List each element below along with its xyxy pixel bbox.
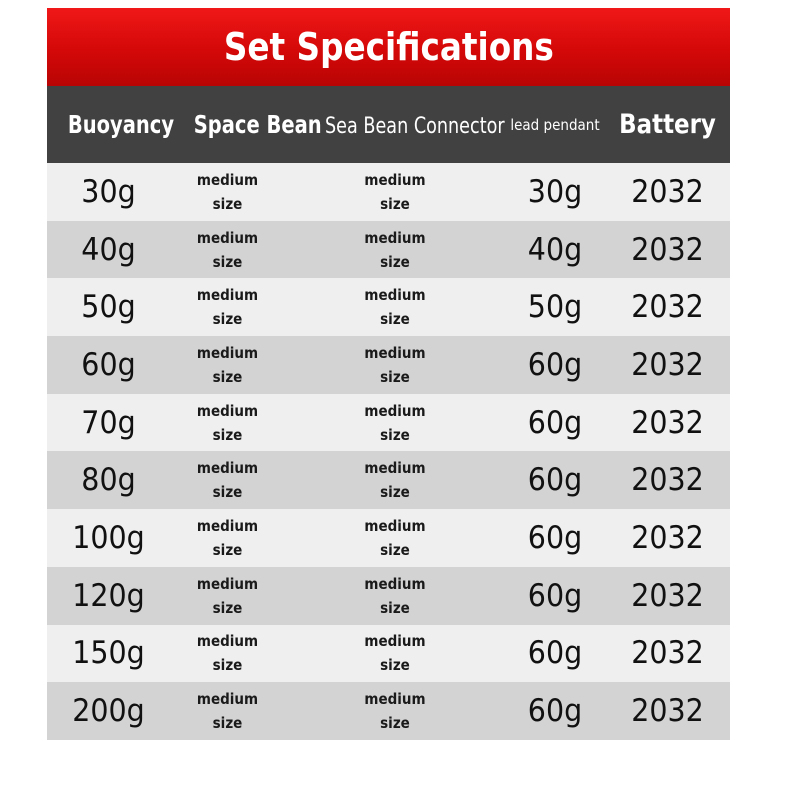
cell-connector: [296, 283, 494, 331]
table-row: [47, 221, 730, 279]
header-sea-bean-connector: Sea Bean Connector: [325, 114, 505, 139]
cell-connector: [296, 629, 494, 677]
cell-connector-line1: medium: [364, 632, 426, 651]
cell-lead-pendant: 30g: [527, 173, 583, 210]
cell-space-bean-line2: size: [212, 310, 243, 329]
cell-battery: 2032: [631, 693, 704, 730]
cell-lead-pendant: 60g: [527, 693, 583, 730]
cell-lead-pendant: 60g: [527, 462, 583, 499]
cell-battery: 2032: [631, 231, 704, 268]
cell-connector-line2: size: [380, 483, 410, 502]
cell-space-bean-line2: size: [212, 598, 243, 617]
cell-lead-pendant: 60g: [527, 404, 583, 441]
cell-connector-line2: size: [380, 367, 410, 386]
cell-connector-line1: medium: [364, 170, 426, 189]
cell-space-bean-line1: medium: [196, 632, 259, 651]
cell-space-bean-line2: size: [212, 425, 243, 444]
cell-space-bean-line2: size: [212, 714, 243, 733]
cell-buoyancy: 30g: [81, 173, 136, 210]
cell-space-bean-line2: size: [212, 483, 243, 502]
cell-buoyancy: 50g: [81, 289, 136, 326]
cell-connector: [296, 341, 494, 389]
cell-buoyancy: 80g: [81, 462, 136, 499]
cell-space-bean: [176, 168, 280, 216]
cell-lead-pendant: 50g: [527, 289, 583, 326]
cell-battery: 2032: [631, 519, 704, 556]
cell-connector-line1: medium: [364, 690, 426, 709]
cell-space-bean: [176, 341, 280, 389]
table-row: [47, 394, 730, 452]
cell-space-bean-line1: medium: [196, 516, 259, 535]
cell-space-bean: [176, 456, 280, 504]
cell-connector-line2: size: [380, 540, 410, 559]
table-row: [47, 509, 730, 567]
cell-space-bean-line1: medium: [196, 228, 259, 247]
cell-battery: 2032: [631, 346, 704, 383]
cell-buoyancy: 70g: [81, 404, 136, 441]
cell-connector: [296, 456, 494, 504]
cell-connector-line1: medium: [364, 574, 426, 593]
cell-connector-line1: medium: [364, 228, 426, 247]
cell-connector-line2: size: [380, 252, 410, 271]
cell-connector-line1: medium: [364, 516, 426, 535]
header-space-bean: Space Bean: [193, 110, 322, 139]
cell-space-bean-line2: size: [212, 194, 243, 213]
cell-space-bean-line1: medium: [196, 459, 259, 478]
table-header: [47, 86, 730, 163]
cell-connector: [296, 514, 494, 562]
cell-connector: [296, 168, 494, 216]
table-row: [47, 336, 730, 394]
cell-space-bean-line1: medium: [196, 690, 259, 709]
table-body: [47, 163, 730, 740]
cell-buoyancy: 120g: [72, 577, 145, 614]
cell-space-bean-line1: medium: [196, 343, 259, 362]
cell-buoyancy: 150g: [72, 635, 145, 672]
cell-space-bean-line1: medium: [196, 170, 259, 189]
cell-connector-line2: size: [380, 194, 410, 213]
cell-lead-pendant: 60g: [527, 346, 583, 383]
header-buoyancy: Buoyancy: [67, 110, 175, 139]
cell-connector-line1: medium: [364, 401, 426, 420]
cell-space-bean-line1: medium: [196, 286, 259, 305]
cell-space-bean-line2: size: [212, 252, 243, 271]
cell-battery: 2032: [631, 577, 704, 614]
cell-connector-line2: size: [380, 598, 410, 617]
cell-space-bean: [176, 226, 280, 274]
cell-lead-pendant: 40g: [527, 231, 583, 268]
cell-space-bean: [176, 514, 280, 562]
cell-connector: [296, 572, 494, 620]
cell-battery: 2032: [631, 635, 704, 672]
cell-connector-line2: size: [380, 656, 410, 675]
table-row: [47, 451, 730, 509]
cell-space-bean-line2: size: [212, 367, 243, 386]
cell-buoyancy: 100g: [72, 519, 145, 556]
cell-connector-line1: medium: [364, 286, 426, 305]
page-title: Set Specifications: [223, 25, 554, 69]
cell-battery: 2032: [631, 289, 704, 326]
table-row: [47, 278, 730, 336]
cell-space-bean-line1: medium: [196, 574, 259, 593]
cell-lead-pendant: 60g: [527, 577, 583, 614]
cell-space-bean-line1: medium: [196, 401, 259, 420]
cell-space-bean: [176, 283, 280, 331]
spec-sheet: [47, 8, 730, 740]
cell-lead-pendant: 60g: [527, 635, 583, 672]
header-battery: Battery: [619, 109, 716, 140]
table-row: [47, 625, 730, 683]
cell-space-bean: [176, 572, 280, 620]
cell-connector-line2: size: [380, 714, 410, 733]
cell-lead-pendant: 60g: [527, 519, 583, 556]
cell-space-bean: [176, 399, 280, 447]
cell-battery: 2032: [631, 462, 704, 499]
cell-connector: [296, 687, 494, 735]
cell-connector-line2: size: [380, 425, 410, 444]
cell-connector-line1: medium: [364, 343, 426, 362]
header-lead-pendant: lead pendant: [510, 115, 600, 134]
cell-connector: [296, 226, 494, 274]
table-row: [47, 682, 730, 740]
cell-buoyancy: 60g: [81, 346, 136, 383]
table-row: [47, 163, 730, 221]
title-banner: [47, 8, 730, 86]
cell-space-bean: [176, 629, 280, 677]
cell-connector-line1: medium: [364, 459, 426, 478]
cell-buoyancy: 200g: [72, 693, 145, 730]
cell-space-bean-line2: size: [212, 540, 243, 559]
table-row: [47, 567, 730, 625]
cell-connector-line2: size: [380, 310, 410, 329]
cell-battery: 2032: [631, 173, 704, 210]
cell-battery: 2032: [631, 404, 704, 441]
cell-space-bean: [176, 687, 280, 735]
cell-space-bean-line2: size: [212, 656, 243, 675]
cell-connector: [296, 399, 494, 447]
cell-buoyancy: 40g: [81, 231, 136, 268]
